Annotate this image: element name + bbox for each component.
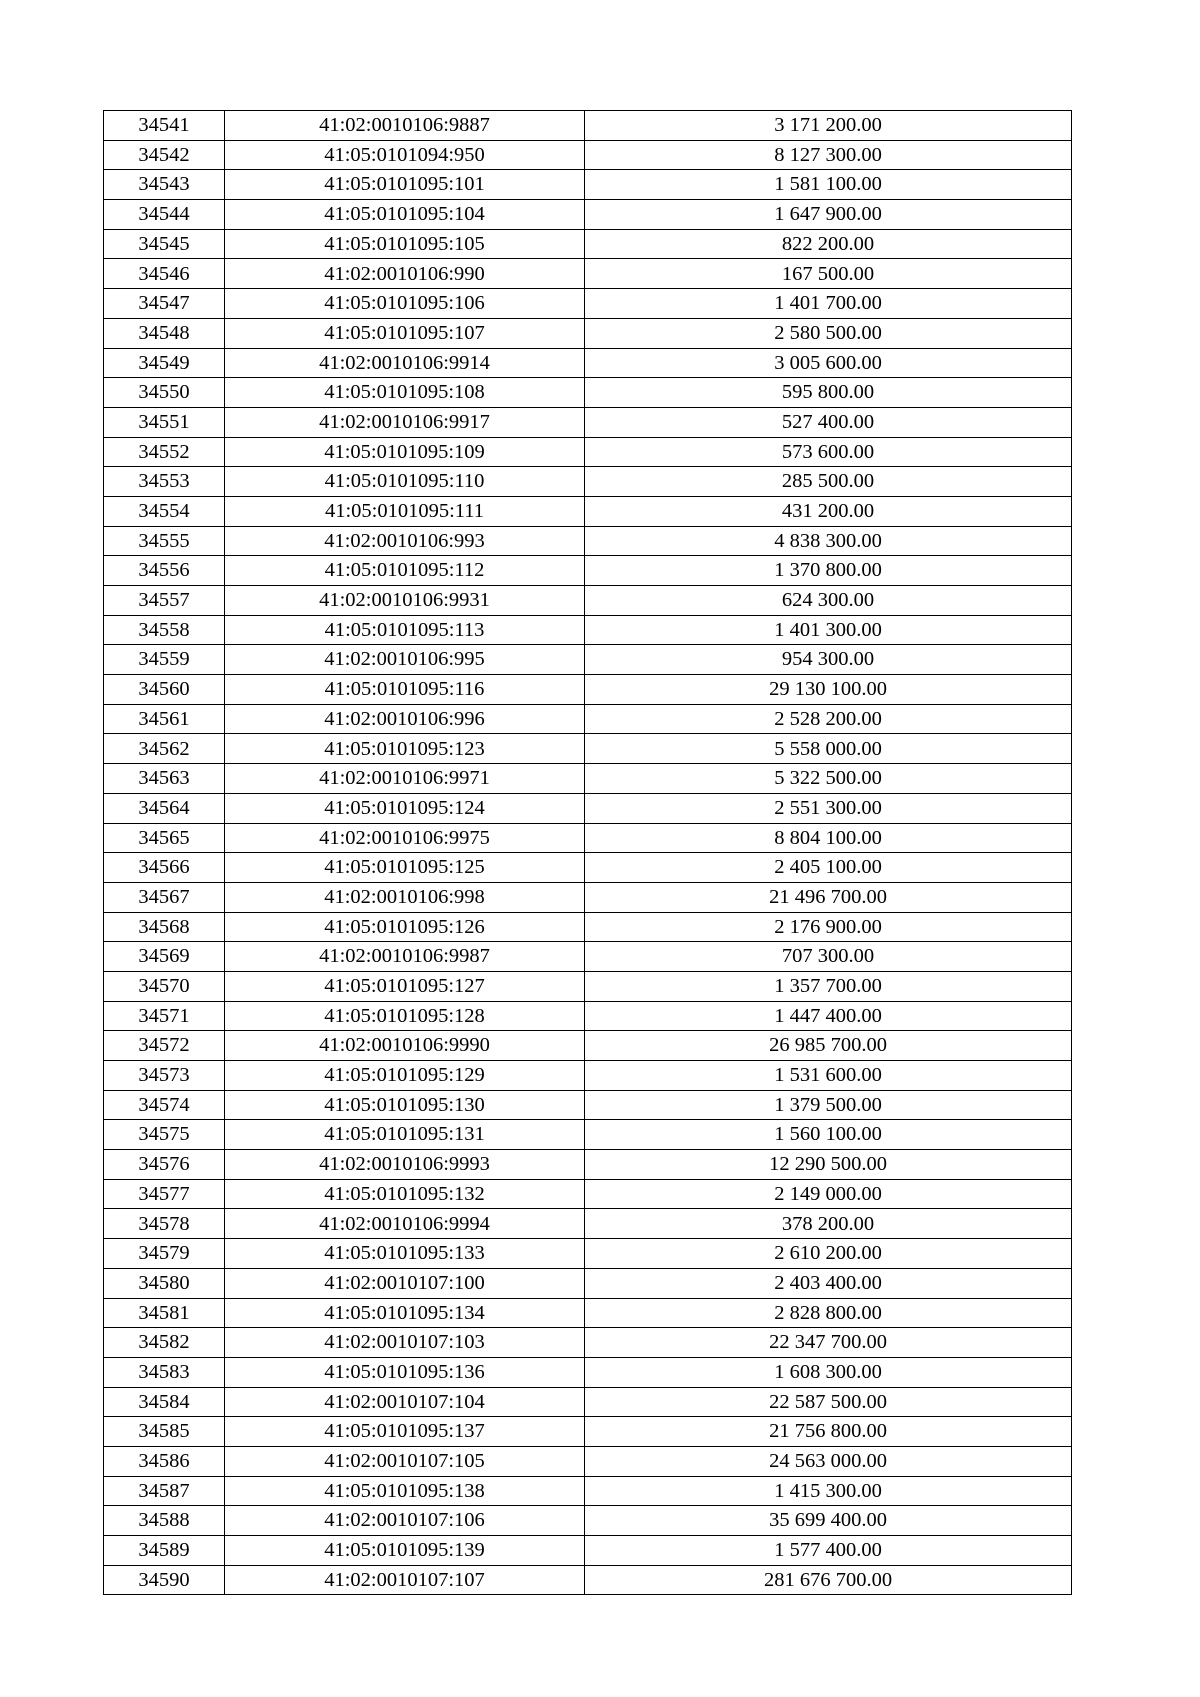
value-cell: 573 600.00 [585, 437, 1072, 467]
table-row [104, 1061, 1072, 1091]
row-number-cell: 34551 [104, 407, 225, 437]
value-cell: 2 551 300.00 [585, 793, 1072, 823]
value-cell: 595 800.00 [585, 378, 1072, 408]
cadastral-number-cell: 41:02:0010106:998 [225, 882, 585, 912]
cadastral-number-cell: 41:05:0101095:127 [225, 971, 585, 1001]
value-cell: 2 405 100.00 [585, 853, 1072, 883]
value-cell: 527 400.00 [585, 407, 1072, 437]
row-number-cell: 34555 [104, 526, 225, 556]
row-number-cell: 34569 [104, 942, 225, 972]
value-cell: 2 528 200.00 [585, 704, 1072, 734]
value-cell: 1 531 600.00 [585, 1061, 1072, 1091]
row-number-cell: 34588 [104, 1506, 225, 1536]
row-number-cell: 34579 [104, 1239, 225, 1269]
cadastral-number-cell: 41:02:0010106:9931 [225, 586, 585, 616]
row-number-cell: 34548 [104, 318, 225, 348]
row-number-cell: 34583 [104, 1357, 225, 1387]
table-row [104, 1506, 1072, 1536]
cadastral-number-cell: 41:05:0101095:108 [225, 378, 585, 408]
cadastral-number-cell: 41:05:0101095:124 [225, 793, 585, 823]
cadastral-number-cell: 41:05:0101095:125 [225, 853, 585, 883]
value-cell: 1 581 100.00 [585, 170, 1072, 200]
row-number-cell: 34554 [104, 496, 225, 526]
row-number-cell: 34547 [104, 289, 225, 319]
cadastral-number-cell: 41:02:0010107:107 [225, 1565, 585, 1595]
table-row [104, 882, 1072, 912]
value-cell: 21 496 700.00 [585, 882, 1072, 912]
value-cell: 5 322 500.00 [585, 764, 1072, 794]
value-cell: 1 401 700.00 [585, 289, 1072, 319]
cadastral-number-cell: 41:05:0101095:109 [225, 437, 585, 467]
table-row [104, 586, 1072, 616]
cadastral-number-cell: 41:05:0101095:101 [225, 170, 585, 200]
value-cell: 1 357 700.00 [585, 971, 1072, 1001]
value-cell: 707 300.00 [585, 942, 1072, 972]
value-cell: 29 130 100.00 [585, 675, 1072, 705]
table-row [104, 853, 1072, 883]
table-row [104, 734, 1072, 764]
row-number-cell: 34543 [104, 170, 225, 200]
cadastral-number-cell: 41:02:0010107:103 [225, 1328, 585, 1358]
table-row [104, 1387, 1072, 1417]
table-row [104, 259, 1072, 289]
table-row [104, 526, 1072, 556]
cadastral-number-cell: 41:05:0101095:116 [225, 675, 585, 705]
row-number-cell: 34556 [104, 556, 225, 586]
table-row [104, 1417, 1072, 1447]
table-row [104, 1090, 1072, 1120]
table-row [104, 437, 1072, 467]
value-cell: 1 608 300.00 [585, 1357, 1072, 1387]
table-row [104, 1565, 1072, 1595]
value-cell: 4 838 300.00 [585, 526, 1072, 556]
cadastral-number-cell: 41:05:0101095:105 [225, 229, 585, 259]
value-cell: 1 401 300.00 [585, 615, 1072, 645]
table-row [104, 971, 1072, 1001]
cadastral-number-cell: 41:02:0010106:9971 [225, 764, 585, 794]
cadastral-number-cell: 41:05:0101094:950 [225, 140, 585, 170]
row-number-cell: 34546 [104, 259, 225, 289]
cadastral-number-cell: 41:05:0101095:139 [225, 1536, 585, 1566]
cadastral-number-cell: 41:05:0101095:132 [225, 1179, 585, 1209]
row-number-cell: 34573 [104, 1061, 225, 1091]
table-row [104, 1328, 1072, 1358]
cadastral-number-cell: 41:02:0010107:106 [225, 1506, 585, 1536]
row-number-cell: 34585 [104, 1417, 225, 1447]
table-row [104, 170, 1072, 200]
cadastral-number-cell: 41:02:0010106:9914 [225, 348, 585, 378]
cadastral-number-cell: 41:05:0101095:106 [225, 289, 585, 319]
table-row [104, 318, 1072, 348]
cadastral-number-cell: 41:05:0101095:104 [225, 200, 585, 230]
row-number-cell: 34557 [104, 586, 225, 616]
cadastral-number-cell: 41:02:0010106:9887 [225, 111, 585, 141]
cadastral-number-cell: 41:02:0010106:995 [225, 645, 585, 675]
cadastral-number-cell: 41:02:0010106:990 [225, 259, 585, 289]
cadastral-number-cell: 41:05:0101095:112 [225, 556, 585, 586]
row-number-cell: 34584 [104, 1387, 225, 1417]
table-row [104, 1446, 1072, 1476]
row-number-cell: 34587 [104, 1476, 225, 1506]
row-number-cell: 34549 [104, 348, 225, 378]
row-number-cell: 34581 [104, 1298, 225, 1328]
table-row [104, 1031, 1072, 1061]
value-cell: 954 300.00 [585, 645, 1072, 675]
row-number-cell: 34567 [104, 882, 225, 912]
row-number-cell: 34553 [104, 467, 225, 497]
table-row [104, 496, 1072, 526]
row-number-cell: 34576 [104, 1150, 225, 1180]
cadastral-number-cell: 41:02:0010106:9993 [225, 1150, 585, 1180]
row-number-cell: 34582 [104, 1328, 225, 1358]
table-row [104, 912, 1072, 942]
row-number-cell: 34575 [104, 1120, 225, 1150]
row-number-cell: 34589 [104, 1536, 225, 1566]
table-row [104, 378, 1072, 408]
cadastral-number-cell: 41:02:0010106:996 [225, 704, 585, 734]
value-cell: 8 127 300.00 [585, 140, 1072, 170]
value-cell: 281 676 700.00 [585, 1565, 1072, 1595]
table-row [104, 200, 1072, 230]
table-row [104, 348, 1072, 378]
row-number-cell: 34578 [104, 1209, 225, 1239]
value-cell: 35 699 400.00 [585, 1506, 1072, 1536]
table-row [104, 615, 1072, 645]
value-cell: 822 200.00 [585, 229, 1072, 259]
table-row [104, 1536, 1072, 1566]
cadastral-number-cell: 41:05:0101095:113 [225, 615, 585, 645]
row-number-cell: 34564 [104, 793, 225, 823]
value-cell: 431 200.00 [585, 496, 1072, 526]
table-body [104, 111, 1072, 1595]
row-number-cell: 34562 [104, 734, 225, 764]
cadastral-number-cell: 41:05:0101095:107 [225, 318, 585, 348]
cadastral-number-cell: 41:02:0010106:9987 [225, 942, 585, 972]
value-cell: 1 447 400.00 [585, 1001, 1072, 1031]
value-cell: 624 300.00 [585, 586, 1072, 616]
cadastral-number-cell: 41:05:0101095:126 [225, 912, 585, 942]
cadastral-number-cell: 41:05:0101095:110 [225, 467, 585, 497]
table-row [104, 764, 1072, 794]
cadastral-number-cell: 41:05:0101095:128 [225, 1001, 585, 1031]
cadastral-number-cell: 41:05:0101095:111 [225, 496, 585, 526]
table-row [104, 1001, 1072, 1031]
value-cell: 3 005 600.00 [585, 348, 1072, 378]
row-number-cell: 34560 [104, 675, 225, 705]
table-row [104, 793, 1072, 823]
value-cell: 1 647 900.00 [585, 200, 1072, 230]
cadastral-number-cell: 41:05:0101095:131 [225, 1120, 585, 1150]
cadastral-number-cell: 41:02:0010106:993 [225, 526, 585, 556]
row-number-cell: 34570 [104, 971, 225, 1001]
row-number-cell: 34559 [104, 645, 225, 675]
row-number-cell: 34563 [104, 764, 225, 794]
table-row [104, 942, 1072, 972]
table-row [104, 1239, 1072, 1269]
value-cell: 5 558 000.00 [585, 734, 1072, 764]
table-row [104, 1268, 1072, 1298]
table-row [104, 704, 1072, 734]
value-cell: 1 415 300.00 [585, 1476, 1072, 1506]
row-number-cell: 34580 [104, 1268, 225, 1298]
table-row [104, 229, 1072, 259]
row-number-cell: 34577 [104, 1179, 225, 1209]
row-number-cell: 34558 [104, 615, 225, 645]
row-number-cell: 34552 [104, 437, 225, 467]
value-cell: 2 176 900.00 [585, 912, 1072, 942]
table-row [104, 111, 1072, 141]
cadastral-number-cell: 41:02:0010107:100 [225, 1268, 585, 1298]
value-cell: 22 587 500.00 [585, 1387, 1072, 1417]
value-cell: 378 200.00 [585, 1209, 1072, 1239]
cadastral-number-cell: 41:02:0010106:9975 [225, 823, 585, 853]
cadastral-number-cell: 41:05:0101095:133 [225, 1239, 585, 1269]
cadastral-number-cell: 41:05:0101095:137 [225, 1417, 585, 1447]
value-cell: 1 379 500.00 [585, 1090, 1072, 1120]
row-number-cell: 34568 [104, 912, 225, 942]
row-number-cell: 34550 [104, 378, 225, 408]
row-number-cell: 34571 [104, 1001, 225, 1031]
cadastral-number-cell: 41:05:0101095:123 [225, 734, 585, 764]
table-row [104, 1476, 1072, 1506]
row-number-cell: 34541 [104, 111, 225, 141]
cadastral-number-cell: 41:02:0010106:9917 [225, 407, 585, 437]
table-row [104, 407, 1072, 437]
row-number-cell: 34566 [104, 853, 225, 883]
value-cell: 21 756 800.00 [585, 1417, 1072, 1447]
cadastral-number-cell: 41:02:0010106:9994 [225, 1209, 585, 1239]
value-cell: 1 370 800.00 [585, 556, 1072, 586]
table-row [104, 140, 1072, 170]
value-cell: 2 149 000.00 [585, 1179, 1072, 1209]
table-row [104, 1150, 1072, 1180]
cadastral-number-cell: 41:05:0101095:136 [225, 1357, 585, 1387]
table-row [104, 289, 1072, 319]
row-number-cell: 34590 [104, 1565, 225, 1595]
cadastral-number-cell: 41:05:0101095:138 [225, 1476, 585, 1506]
table-row [104, 645, 1072, 675]
cadastral-number-cell: 41:05:0101095:130 [225, 1090, 585, 1120]
table-row [104, 823, 1072, 853]
value-cell: 3 171 200.00 [585, 111, 1072, 141]
table-row [104, 556, 1072, 586]
value-cell: 12 290 500.00 [585, 1150, 1072, 1180]
table-row [104, 1120, 1072, 1150]
row-number-cell: 34542 [104, 140, 225, 170]
row-number-cell: 34574 [104, 1090, 225, 1120]
table-row [104, 1209, 1072, 1239]
value-cell: 2 828 800.00 [585, 1298, 1072, 1328]
row-number-cell: 34565 [104, 823, 225, 853]
table-row [104, 1357, 1072, 1387]
value-cell: 1 560 100.00 [585, 1120, 1072, 1150]
cadastral-number-cell: 41:02:0010106:9990 [225, 1031, 585, 1061]
row-number-cell: 34544 [104, 200, 225, 230]
value-cell: 2 580 500.00 [585, 318, 1072, 348]
row-number-cell: 34545 [104, 229, 225, 259]
cadastral-number-cell: 41:05:0101095:129 [225, 1061, 585, 1091]
value-cell: 285 500.00 [585, 467, 1072, 497]
row-number-cell: 34561 [104, 704, 225, 734]
value-cell: 167 500.00 [585, 259, 1072, 289]
cadastral-number-cell: 41:02:0010107:105 [225, 1446, 585, 1476]
value-cell: 24 563 000.00 [585, 1446, 1072, 1476]
cadastral-number-cell: 41:05:0101095:134 [225, 1298, 585, 1328]
table-row [104, 1298, 1072, 1328]
cadastral-value-table [103, 110, 1072, 1595]
cadastral-number-cell: 41:02:0010107:104 [225, 1387, 585, 1417]
value-cell: 1 577 400.00 [585, 1536, 1072, 1566]
row-number-cell: 34586 [104, 1446, 225, 1476]
value-cell: 26 985 700.00 [585, 1031, 1072, 1061]
value-cell: 2 403 400.00 [585, 1268, 1072, 1298]
row-number-cell: 34572 [104, 1031, 225, 1061]
table-row [104, 675, 1072, 705]
value-cell: 2 610 200.00 [585, 1239, 1072, 1269]
value-cell: 8 804 100.00 [585, 823, 1072, 853]
table-row [104, 467, 1072, 497]
table-row [104, 1179, 1072, 1209]
value-cell: 22 347 700.00 [585, 1328, 1072, 1358]
